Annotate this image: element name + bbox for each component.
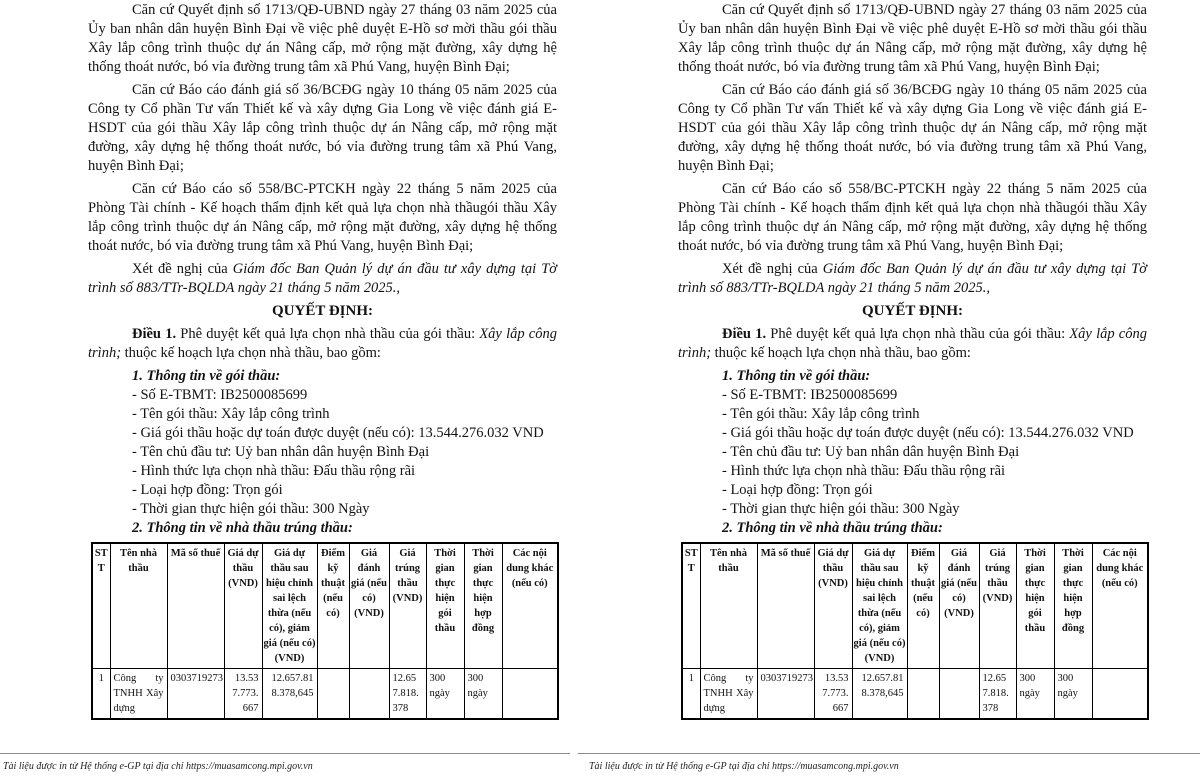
cell-stt: 1: [92, 669, 110, 720]
recital-paragraph-4: [678, 260, 1147, 298]
package-info-investor: - Tên chủ đầu tư: Uỷ ban nhân dân huyện Bình Đại: [722, 444, 1020, 460]
table-header-row: [92, 543, 558, 669]
col-header-contractor: Tên nhà thầu: [110, 543, 167, 669]
col-header-package-duration: Thời gian thực hiện gói thầu: [426, 543, 464, 669]
package-info-price: - Giá gói thầu hoặc dự toán được duyệt (nếu có): 13.544.276.032 VND: [722, 425, 1134, 441]
recital-4-lead: Xét đề nghị của: [722, 261, 823, 277]
table-header-row: [682, 543, 1148, 669]
package-info-name: - Tên gói thầu: Xây lắp công trình: [722, 406, 920, 422]
article-1-tail: thuộc kế hoạch lựa chọn nhà thầu, bao gồm:: [121, 345, 381, 361]
section-2-heading: 2. Thông tin về nhà thầu trúng thầu:: [132, 520, 353, 536]
page-content: [88, 1, 557, 720]
footer-print-note: Tài liệu được in từ Hệ thống e-GP tại địa chỉ https://muasamcong.mpi.gov.vn: [589, 761, 899, 772]
cell-tax-code: 0303719273: [757, 669, 814, 720]
col-header-evaluated-price: Giá đánh giá (nếu có) (VND): [939, 543, 979, 669]
article-1-lead: Phê duyệt kết quả lựa chọn nhà thầu của gói thầu:: [766, 326, 1070, 342]
footer-print-note: Tài liệu được in từ Hệ thống e-GP tại địa chỉ https://muasamcong.mpi.gov.vn: [3, 761, 313, 772]
cell-package-duration: 300 ngày: [426, 669, 464, 720]
cell-contract-duration: 300 ngày: [464, 669, 502, 720]
package-info-name: - Tên gói thầu: Xây lắp công trình: [132, 406, 330, 422]
cell-evaluated-price: [939, 669, 979, 720]
recital-4-lead: Xét đề nghị của: [132, 261, 233, 277]
col-header-winning-price: Giá trúng thầu (VND): [389, 543, 426, 669]
col-header-stt: STT: [92, 543, 110, 669]
article-1-tail: thuộc kế hoạch lựa chọn nhà thầu, bao gồm:: [711, 345, 971, 361]
cell-winning-price: 12.657.818.378: [979, 669, 1016, 720]
footer-divider: [578, 753, 1200, 754]
winning-bidder-table: [681, 542, 1149, 720]
cell-contract-duration: 300 ngày: [1054, 669, 1092, 720]
package-info-duration: - Thời gian thực hiện gói thầu: 300 Ngày: [132, 501, 370, 517]
cell-other: [1092, 669, 1148, 720]
col-header-contractor: Tên nhà thầu: [700, 543, 757, 669]
package-info-etbmt: - Số E-TBMT: IB2500085699: [132, 387, 308, 403]
col-header-contract-duration: Thời gian thực hiện hợp đồng: [464, 543, 502, 669]
col-header-package-duration: Thời gian thực hiện gói thầu: [1016, 543, 1054, 669]
cell-contractor: Công ty TNHH Xây dựng: [700, 669, 757, 720]
col-header-stt: STT: [682, 543, 700, 669]
col-header-technical-score: Điểm kỹ thuật (nếu có): [317, 543, 349, 669]
package-info-duration: - Thời gian thực hiện gói thầu: 300 Ngày: [722, 501, 960, 517]
recital-paragraph-3: Căn cứ Báo cáo số 558/BC-PTCKH ngày 22 tháng 5 năm 2025 của Phòng Tài chính - Kế hoạch thẩm định kết quả lựa chọn nhà thầugói thầu Xây lắp công trình thuộc dự án Nâng cấp, mở rộng mặt đường, xây dựng hệ thống thoát nước, bó vỉa đường trung tâm xã Phú Vang, huyện Bình Đại;: [678, 181, 1147, 254]
cell-bid-price-corrected: 12.657.818.378,645: [852, 669, 907, 720]
section-2-heading: 2. Thông tin về nhà thầu trúng thầu:: [722, 520, 943, 536]
cell-bid-price: 13.537.773.667: [814, 669, 852, 720]
package-info-investor: - Tên chủ đầu tư: Uỷ ban nhân dân huyện Bình Đại: [132, 444, 430, 460]
cell-technical-score: [317, 669, 349, 720]
article-1-package-name: Xây lắp công trình;: [678, 326, 1147, 361]
winning-bidder-table: [91, 542, 559, 720]
package-info-selection-method: - Hình thức lựa chọn nhà thầu: Đấu thầu rộng rãi: [132, 463, 416, 479]
package-info-contract-type: - Loại hợp đồng: Trọn gói: [132, 482, 283, 498]
col-header-bid-price-corrected: Giá dự thầu sau hiệu chỉnh sai lệch thừa (nếu có), giảm giá (nếu có) (VND): [262, 543, 317, 669]
cell-tax-code: 0303719273: [167, 669, 224, 720]
cell-bid-price: 13.537.773.667: [224, 669, 262, 720]
cell-stt: 1: [682, 669, 700, 720]
page-2: [578, 0, 1200, 776]
cell-other: [502, 669, 558, 720]
decision-heading: QUYẾT ĐỊNH:: [272, 303, 373, 319]
table-row: [682, 669, 1148, 720]
recital-4-reference: Giám đốc Ban Quản lý dự án đầu tư xây dựng tại Tờ trình số 883/TTr-BQLDA ngày 21 tháng 5 năm 2025.,: [678, 261, 1147, 296]
page-content: [678, 1, 1147, 720]
cell-bid-price-corrected: 12.657.818.378,645: [262, 669, 317, 720]
col-header-other: Các nội dung khác (nếu có): [1092, 543, 1148, 669]
article-1-label: Điều 1.: [722, 326, 767, 342]
footer-divider: [0, 753, 570, 754]
col-header-tax-code: Mã số thuế: [757, 543, 814, 669]
col-header-bid-price-corrected: Giá dự thầu sau hiệu chỉnh sai lệch thừa (nếu có), giảm giá (nếu có) (VND): [852, 543, 907, 669]
article-1-package-name: Xây lắp công trình;: [88, 326, 557, 361]
col-header-contract-duration: Thời gian thực hiện hợp đồng: [1054, 543, 1092, 669]
table-row: [92, 669, 558, 720]
cell-evaluated-price: [349, 669, 389, 720]
col-header-technical-score: Điểm kỹ thuật (nếu có): [907, 543, 939, 669]
recital-4-reference: Giám đốc Ban Quản lý dự án đầu tư xây dựng tại Tờ trình số 883/TTr-BQLDA ngày 21 tháng 5 năm 2025.,: [88, 261, 557, 296]
cell-winning-price: 12.657.818.378: [389, 669, 426, 720]
package-info-selection-method: - Hình thức lựa chọn nhà thầu: Đấu thầu rộng rãi: [722, 463, 1006, 479]
col-header-other: Các nội dung khác (nếu có): [502, 543, 558, 669]
col-header-winning-price: Giá trúng thầu (VND): [979, 543, 1016, 669]
package-info-price: - Giá gói thầu hoặc dự toán được duyệt (nếu có): 13.544.276.032 VND: [132, 425, 544, 441]
cell-contractor: Công ty TNHH Xây dựng: [110, 669, 167, 720]
cell-technical-score: [907, 669, 939, 720]
section-1-heading: 1. Thông tin về gói thầu:: [132, 368, 281, 384]
recital-paragraph-1: Căn cứ Quyết định số 1713/QĐ-UBND ngày 27 tháng 03 năm 2025 của Ủy ban nhân dân huyện Bình Đại về việc phê duyệt E-Hồ sơ mời thầu gói thầu Xây lắp công trình thuộc dự án Nâng cấp, mở rộng mặt đường, xây dựng hệ thống thoát nước, bó vỉa đường trung tâm xã Phú Vang, huyện Bình Đại;: [678, 2, 1147, 75]
package-info-etbmt: - Số E-TBMT: IB2500085699: [722, 387, 898, 403]
page-1: [0, 0, 578, 776]
col-header-bid-price: Giá dự thầu (VND): [224, 543, 262, 669]
recital-paragraph-4: [88, 260, 557, 298]
col-header-tax-code: Mã số thuế: [167, 543, 224, 669]
recital-paragraph-2: Căn cứ Báo cáo đánh giá số 36/BCĐG ngày 10 tháng 05 năm 2025 của Công ty Cổ phần Tư vấn Thiết kế và xây dựng Gia Long về việc đánh giá E-HSDT của gói thầu Xây lắp công trình thuộc dự án Nâng cấp, mở rộng mặt đường, xây dựng hệ thống thoát nước, bó vỉa đường trung tâm xã Phú Vang, huyện Bình Đại;: [88, 82, 557, 174]
col-header-bid-price: Giá dự thầu (VND): [814, 543, 852, 669]
article-1-lead: Phê duyệt kết quả lựa chọn nhà thầu của gói thầu:: [176, 326, 480, 342]
recital-paragraph-2: Căn cứ Báo cáo đánh giá số 36/BCĐG ngày 10 tháng 05 năm 2025 của Công ty Cổ phần Tư vấn Thiết kế và xây dựng Gia Long về việc đánh giá E-HSDT của gói thầu Xây lắp công trình thuộc dự án Nâng cấp, mở rộng mặt đường, xây dựng hệ thống thoát nước, bó vỉa đường trung tâm xã Phú Vang, huyện Bình Đại;: [678, 82, 1147, 174]
article-1-paragraph: [88, 325, 557, 363]
package-info-contract-type: - Loại hợp đồng: Trọn gói: [722, 482, 873, 498]
cell-package-duration: 300 ngày: [1016, 669, 1054, 720]
article-1-label: Điều 1.: [132, 326, 177, 342]
decision-heading: QUYẾT ĐỊNH:: [862, 303, 963, 319]
recital-paragraph-3: Căn cứ Báo cáo số 558/BC-PTCKH ngày 22 tháng 5 năm 2025 của Phòng Tài chính - Kế hoạch thẩm định kết quả lựa chọn nhà thầugói thầu Xây lắp công trình thuộc dự án Nâng cấp, mở rộng mặt đường, xây dựng hệ thống thoát nước, bó vỉa đường trung tâm xã Phú Vang, huyện Bình Đại;: [88, 181, 557, 254]
section-1-heading: 1. Thông tin về gói thầu:: [722, 368, 871, 384]
recital-paragraph-1: Căn cứ Quyết định số 1713/QĐ-UBND ngày 27 tháng 03 năm 2025 của Ủy ban nhân dân huyện Bình Đại về việc phê duyệt E-Hồ sơ mời thầu gói thầu Xây lắp công trình thuộc dự án Nâng cấp, mở rộng mặt đường, xây dựng hệ thống thoát nước, bó vỉa đường trung tâm xã Phú Vang, huyện Bình Đại;: [88, 2, 557, 75]
article-1-paragraph: [678, 325, 1147, 363]
col-header-evaluated-price: Giá đánh giá (nếu có) (VND): [349, 543, 389, 669]
